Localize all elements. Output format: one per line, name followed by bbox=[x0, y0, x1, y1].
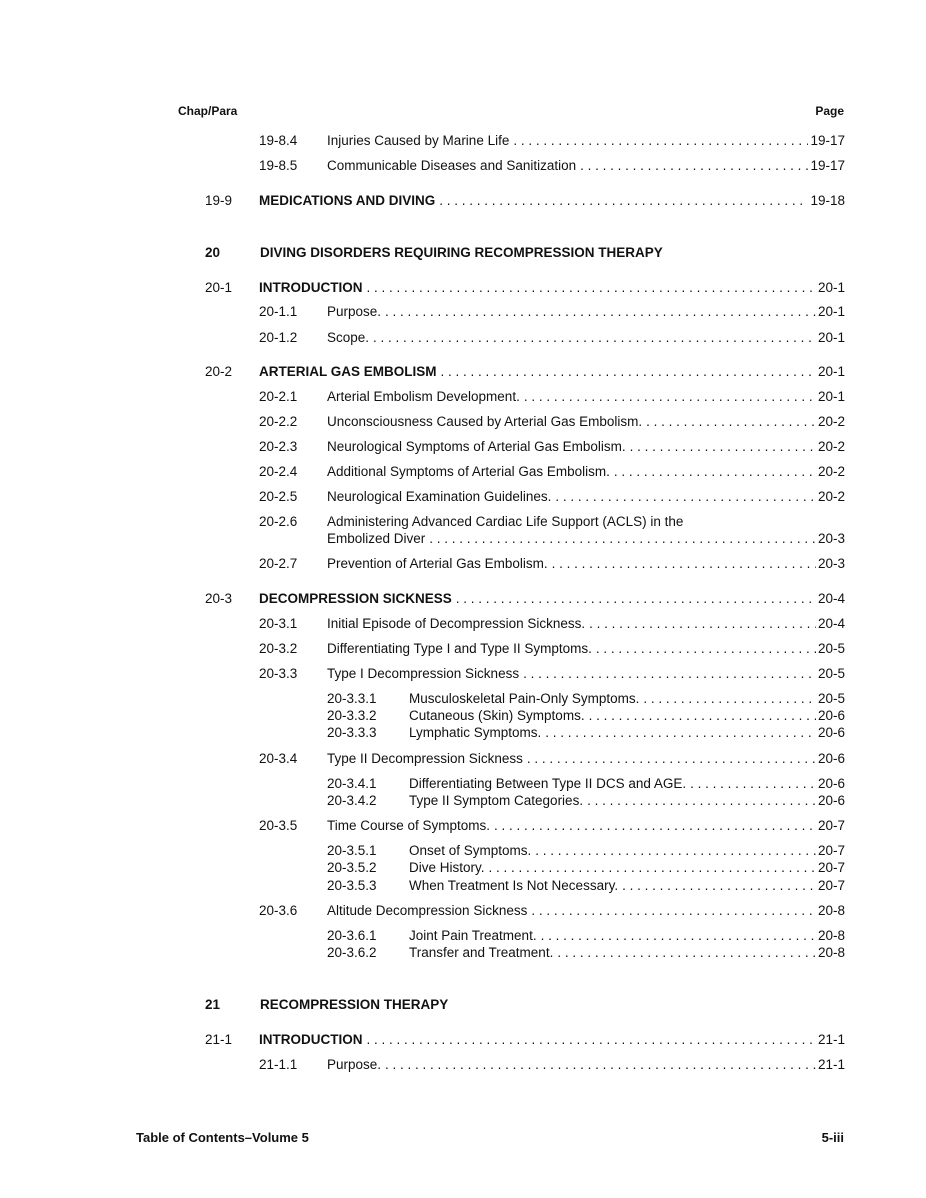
entry-title: INTRODUCTION bbox=[259, 280, 363, 295]
entry-number: 20-3.6.2 bbox=[327, 945, 377, 960]
column-header-chap-para: Chap/Para bbox=[178, 104, 238, 118]
entry-page-number: 20-4 bbox=[817, 591, 845, 606]
dot-leader bbox=[429, 531, 816, 547]
entry-title: Type II Decompression Sickness bbox=[327, 751, 523, 766]
dot-leader bbox=[690, 776, 816, 792]
entry-title: DECOMPRESSION SICKNESS bbox=[259, 591, 452, 606]
entry-number: 20-3.6.1 bbox=[327, 928, 377, 943]
entry-page-number: 20-2 bbox=[817, 414, 845, 429]
entry-title: Initial Episode of Decompression Sickness. bbox=[327, 616, 586, 631]
entry-page-number: 20-1 bbox=[817, 304, 845, 319]
entry-number: 20-3.2 bbox=[259, 641, 298, 656]
entry-page-number: 20-8 bbox=[817, 928, 845, 943]
entry-page-number: 20-6 bbox=[817, 793, 845, 808]
entry-page-number: 21-1 bbox=[817, 1032, 845, 1047]
entry-page-number: 20-1 bbox=[817, 280, 845, 295]
entry-page-number: 20-6 bbox=[817, 725, 845, 740]
entry-title: Purpose. bbox=[327, 304, 382, 319]
dot-leader bbox=[557, 945, 816, 961]
entry-number: 20-3.1 bbox=[259, 616, 298, 631]
entry-page-number: 20-2 bbox=[817, 439, 845, 454]
chapter-title: DIVING DISORDERS REQUIRING RECOMPRESSION THERAPY bbox=[260, 245, 663, 260]
entry-page-number: 20-8 bbox=[817, 945, 845, 960]
footer-page-number: 5-iii bbox=[821, 1130, 844, 1145]
entry-number: 20-3.3.3 bbox=[327, 725, 377, 740]
entry-page-number: 20-7 bbox=[817, 878, 845, 893]
entry-number: 20-3.3.2 bbox=[327, 708, 377, 723]
entry-page-number: 21-1 bbox=[817, 1057, 845, 1072]
entry-page-number: 20-7 bbox=[817, 843, 845, 858]
entry-page-number: 20-7 bbox=[817, 860, 845, 875]
dot-leader bbox=[580, 158, 808, 174]
dot-leader bbox=[596, 641, 816, 657]
dot-leader bbox=[527, 751, 816, 767]
entry-title: Differentiating Type I and Type II Symptoms. bbox=[327, 641, 592, 656]
chapter-number: 20 bbox=[205, 245, 221, 260]
dot-leader bbox=[555, 489, 816, 505]
entry-page-number: 20-3 bbox=[817, 531, 845, 546]
entry-page-number: 19-17 bbox=[810, 133, 845, 148]
dot-leader bbox=[552, 556, 816, 572]
entry-page-number: 20-5 bbox=[817, 641, 845, 656]
dot-leader bbox=[630, 439, 816, 455]
entry-number: 19-9 bbox=[205, 193, 233, 208]
dot-leader bbox=[643, 691, 816, 707]
chapter-number: 21 bbox=[205, 997, 221, 1012]
entry-page-number: 20-7 bbox=[817, 818, 845, 833]
entry-title: Transfer and Treatment. bbox=[409, 945, 554, 960]
entry-title: Differentiating Between Type II DCS and AGE. bbox=[409, 776, 687, 791]
dot-leader bbox=[456, 591, 816, 607]
entry-title: Unconsciousness Caused by Arterial Gas Embolism. bbox=[327, 414, 643, 429]
dot-leader bbox=[614, 464, 816, 480]
entry-number: 19-8.4 bbox=[259, 133, 298, 148]
dot-leader bbox=[494, 818, 816, 834]
entry-page-number: 20-6 bbox=[817, 708, 845, 723]
dot-leader bbox=[545, 725, 816, 741]
entry-title: Joint Pain Treatment. bbox=[409, 928, 537, 943]
entry-number: 20-3.3 bbox=[259, 666, 298, 681]
entry-title: INTRODUCTION bbox=[259, 1032, 363, 1047]
entry-title: Additional Symptoms of Arterial Gas Embolism. bbox=[327, 464, 610, 479]
entry-page-number: 20-3 bbox=[817, 556, 845, 571]
entry-number: 20-3.5.3 bbox=[327, 878, 377, 893]
entry-title: Arterial Embolism Development. bbox=[327, 389, 520, 404]
entry-title: Cutaneous (Skin) Symptoms. bbox=[409, 708, 585, 723]
dot-leader bbox=[489, 860, 816, 876]
entry-title: ARTERIAL GAS EMBOLISM bbox=[259, 364, 437, 379]
dot-leader bbox=[439, 193, 808, 209]
entry-title: Time Course of Symptoms. bbox=[327, 818, 491, 833]
entry-number: 20-3.5 bbox=[259, 818, 298, 833]
entry-title: Purpose. bbox=[327, 1057, 382, 1072]
entry-page-number: 20-6 bbox=[817, 751, 845, 766]
entry-page-number: 20-1 bbox=[817, 330, 845, 345]
entry-number: 20-3.4.1 bbox=[327, 776, 377, 791]
entry-number: 20-3.4 bbox=[259, 751, 298, 766]
entry-page-number: 19-17 bbox=[810, 158, 845, 173]
dot-leader bbox=[589, 708, 816, 724]
entry-page-number: 20-8 bbox=[817, 903, 845, 918]
entry-title: Onset of Symptoms. bbox=[409, 843, 532, 858]
entry-page-number: 20-6 bbox=[817, 776, 845, 791]
entry-title: Injuries Caused by Marine Life bbox=[327, 133, 510, 148]
dot-leader bbox=[367, 280, 816, 296]
entry-title: Neurological Symptoms of Arterial Gas Embolism. bbox=[327, 439, 626, 454]
entry-title: Communicable Diseases and Sanitization bbox=[327, 158, 577, 173]
dot-leader bbox=[541, 928, 816, 944]
entry-number: 19-8.5 bbox=[259, 158, 298, 173]
entry-number: 21-1 bbox=[205, 1032, 233, 1047]
entry-page-number: 20-5 bbox=[817, 691, 845, 706]
entry-page-number: 19-18 bbox=[810, 193, 845, 208]
entry-title: Lymphatic Symptoms. bbox=[409, 725, 542, 740]
entry-number: 20-3.3.1 bbox=[327, 691, 377, 706]
dot-leader bbox=[535, 843, 816, 859]
entry-title: Type II Symptom Categories. bbox=[409, 793, 584, 808]
dot-leader bbox=[587, 793, 816, 809]
entry-title: Scope. bbox=[327, 330, 370, 345]
entry-page-number: 20-5 bbox=[817, 666, 845, 681]
entry-number: 20-3.4.2 bbox=[327, 793, 377, 808]
entry-title: Neurological Examination Guidelines. bbox=[327, 489, 552, 504]
entry-number: 20-3.5.2 bbox=[327, 860, 377, 875]
entry-number: 20-2.6 bbox=[259, 514, 298, 529]
entry-number: 20-1.1 bbox=[259, 304, 298, 319]
entry-number: 20-2.2 bbox=[259, 414, 298, 429]
dot-leader bbox=[513, 133, 808, 149]
dot-leader bbox=[646, 414, 816, 430]
entry-title: When Treatment Is Not Necessary. bbox=[409, 878, 619, 893]
entry-title: Altitude Decompression Sickness bbox=[327, 903, 528, 918]
entry-number: 20-3.6 bbox=[259, 903, 298, 918]
entry-page-number: 20-2 bbox=[817, 489, 845, 504]
dot-leader bbox=[531, 903, 816, 919]
entry-page-number: 20-2 bbox=[817, 464, 845, 479]
entry-number: 20-2.5 bbox=[259, 489, 298, 504]
entry-title: Dive History. bbox=[409, 860, 485, 875]
entry-title: Administering Advanced Cardiac Life Support (ACLS) in the bbox=[327, 514, 684, 529]
dot-leader bbox=[622, 878, 816, 894]
dot-leader bbox=[385, 304, 816, 320]
entry-number: 20-1.2 bbox=[259, 330, 298, 345]
entry-number: 20-1 bbox=[205, 280, 233, 295]
entry-number: 20-2.3 bbox=[259, 439, 298, 454]
dot-leader bbox=[367, 1032, 816, 1048]
entry-number: 20-2 bbox=[205, 364, 233, 379]
entry-number: 20-3.5.1 bbox=[327, 843, 377, 858]
dot-leader bbox=[523, 666, 816, 682]
entry-number: 20-2.4 bbox=[259, 464, 298, 479]
entry-title: Musculoskeletal Pain-Only Symptoms. bbox=[409, 691, 640, 706]
entry-number: 20-2.7 bbox=[259, 556, 298, 571]
entry-number: 20-3 bbox=[205, 591, 233, 606]
dot-leader bbox=[385, 1057, 816, 1073]
column-header-page: Page bbox=[815, 104, 844, 118]
entry-title: MEDICATIONS AND DIVING bbox=[259, 193, 436, 208]
footer-title: Table of Contents–Volume 5 bbox=[136, 1130, 309, 1145]
entry-page-number: 20-4 bbox=[817, 616, 845, 631]
entry-page-number: 20-1 bbox=[817, 364, 845, 379]
entry-title: Type I Decompression Sickness bbox=[327, 666, 520, 681]
entry-title: Embolized Diver bbox=[327, 531, 426, 546]
entry-number: 20-2.1 bbox=[259, 389, 298, 404]
entry-title: Prevention of Arterial Gas Embolism. bbox=[327, 556, 548, 571]
entry-number: 21-1.1 bbox=[259, 1057, 298, 1072]
dot-leader bbox=[524, 389, 816, 405]
chapter-title: RECOMPRESSION THERAPY bbox=[260, 997, 449, 1012]
entry-page-number: 20-1 bbox=[817, 389, 845, 404]
dot-leader bbox=[589, 616, 816, 632]
dot-leader bbox=[373, 330, 816, 346]
dot-leader bbox=[441, 364, 816, 380]
